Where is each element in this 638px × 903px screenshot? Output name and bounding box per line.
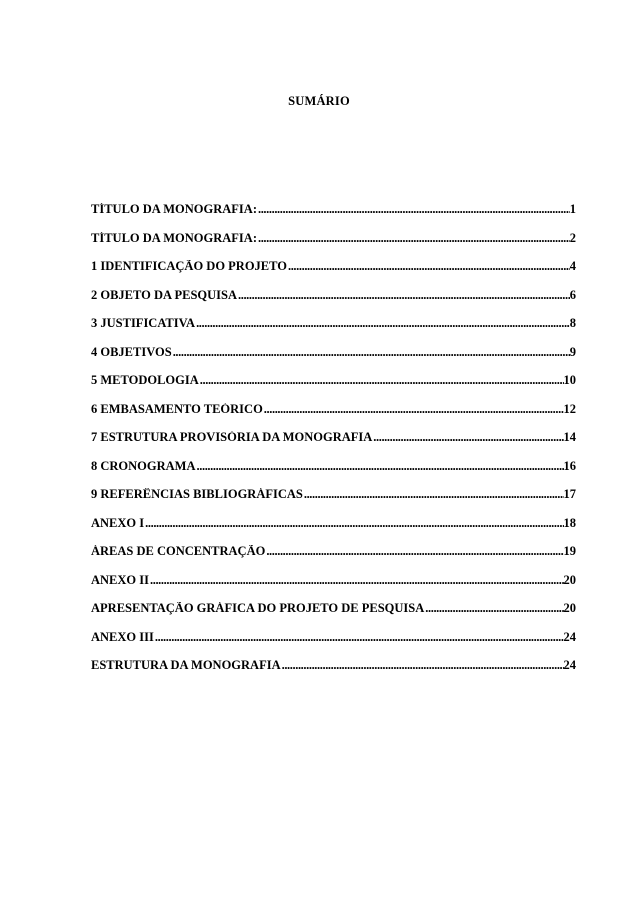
toc-entry[interactable] [91,488,576,517]
toc-entry[interactable] [91,431,576,460]
toc-entry-page: 9 [569,345,576,359]
toc-entry[interactable] [91,232,576,261]
toc-dot-leader [145,517,563,530]
toc-entry[interactable] [91,631,576,660]
toc-dot-leader [425,602,563,615]
toc-entry-page: 4 [569,260,576,273]
toc-dot-leader [304,488,564,501]
toc-dot-leader [288,260,570,273]
toc-entry[interactable] [91,517,576,546]
toc-dot-leader [150,574,564,587]
toc-entry-label: APRESENTAÇÃO GRÁFICA DO PROJETO DE PESQUISA [91,602,425,615]
toc-dot-leader [197,460,564,473]
toc-entry[interactable] [91,602,576,631]
toc-entry[interactable] [91,574,576,603]
toc-entry-label: ANEXO III [91,630,154,644]
toc-entry-page: 19 [563,545,576,558]
toc-entry[interactable] [91,545,576,574]
toc-entry-label: 7 ESTRUTURA PROVISÓRIA DA MONOGRAFIA [91,431,373,444]
toc-dot-leader [155,631,564,644]
toc-entry-page: 24 [563,630,576,644]
toc-dot-leader [196,317,570,330]
toc-entry-page: 8 [569,317,576,330]
toc-entry[interactable] [91,403,576,432]
toc-dot-leader [173,346,570,359]
toc-entry-page: 6 [569,288,576,302]
toc-entry-page: 10 [563,374,576,387]
page-title: SUMÁRIO [288,94,350,108]
toc-entry-page: 24 [563,659,576,672]
toc-dot-leader [282,659,564,672]
toc-entry-label: 3 JUSTIFICATIVA [91,317,196,330]
toc-entry-label: 6 EMBASAMENTO TEÓRICO [91,402,263,416]
toc-entry-page: 1 [569,203,576,216]
toc-entry-label: ÁREAS DE CONCENTRAÇÃO [91,545,266,558]
toc-entry[interactable] [91,260,576,289]
toc-dot-leader [373,431,563,444]
toc-dot-leader [258,203,570,216]
toc-dot-leader [200,374,564,387]
toc-entry-label: TÍTULO DA MONOGRAFIA: [91,203,257,216]
toc-dot-leader [266,545,563,558]
toc-entry-label: ESTRUTURA DA MONOGRAFIA [91,659,281,672]
toc-entry[interactable] [91,289,576,318]
toc-entry-label: 2 OBJETO DA PESQUISA [91,288,237,302]
toc-entry-page: 20 [563,573,576,587]
toc-entry-label: 8 CRONOGRAMA [91,459,196,473]
toc-entry-page: 17 [563,488,576,501]
toc-entry[interactable] [91,317,576,346]
toc-dot-leader [258,232,570,245]
table-of-contents [91,203,576,688]
toc-dot-leader [238,289,570,302]
toc-entry-label: 1 IDENTIFICAÇÃO DO PROJETO [91,260,287,273]
toc-entry[interactable] [91,659,576,688]
toc-entry-label: 4 OBJETIVOS [91,345,172,359]
toc-entry-page: 14 [563,431,576,444]
toc-entry[interactable] [91,374,576,403]
toc-entry-label: ANEXO II [91,573,149,587]
toc-entry-label: 5 METODOLOGIA [91,374,199,387]
toc-entry[interactable] [91,460,576,489]
toc-entry-label: ANEXO I [91,516,145,530]
toc-entry-label: 9 REFERÊNCIAS BIBLIOGRÁFICAS [91,488,303,501]
toc-dot-leader [264,403,564,416]
toc-entry[interactable] [91,203,576,232]
toc-entry-page: 2 [569,231,576,245]
toc-entry-label: TÍTULO DA MONOGRAFIA: [91,231,257,245]
toc-entry-page: 16 [563,459,576,473]
toc-entry[interactable] [91,346,576,375]
toc-entry-page: 20 [563,602,576,615]
toc-entry-page: 12 [563,402,576,416]
toc-entry-page: 18 [563,516,576,530]
